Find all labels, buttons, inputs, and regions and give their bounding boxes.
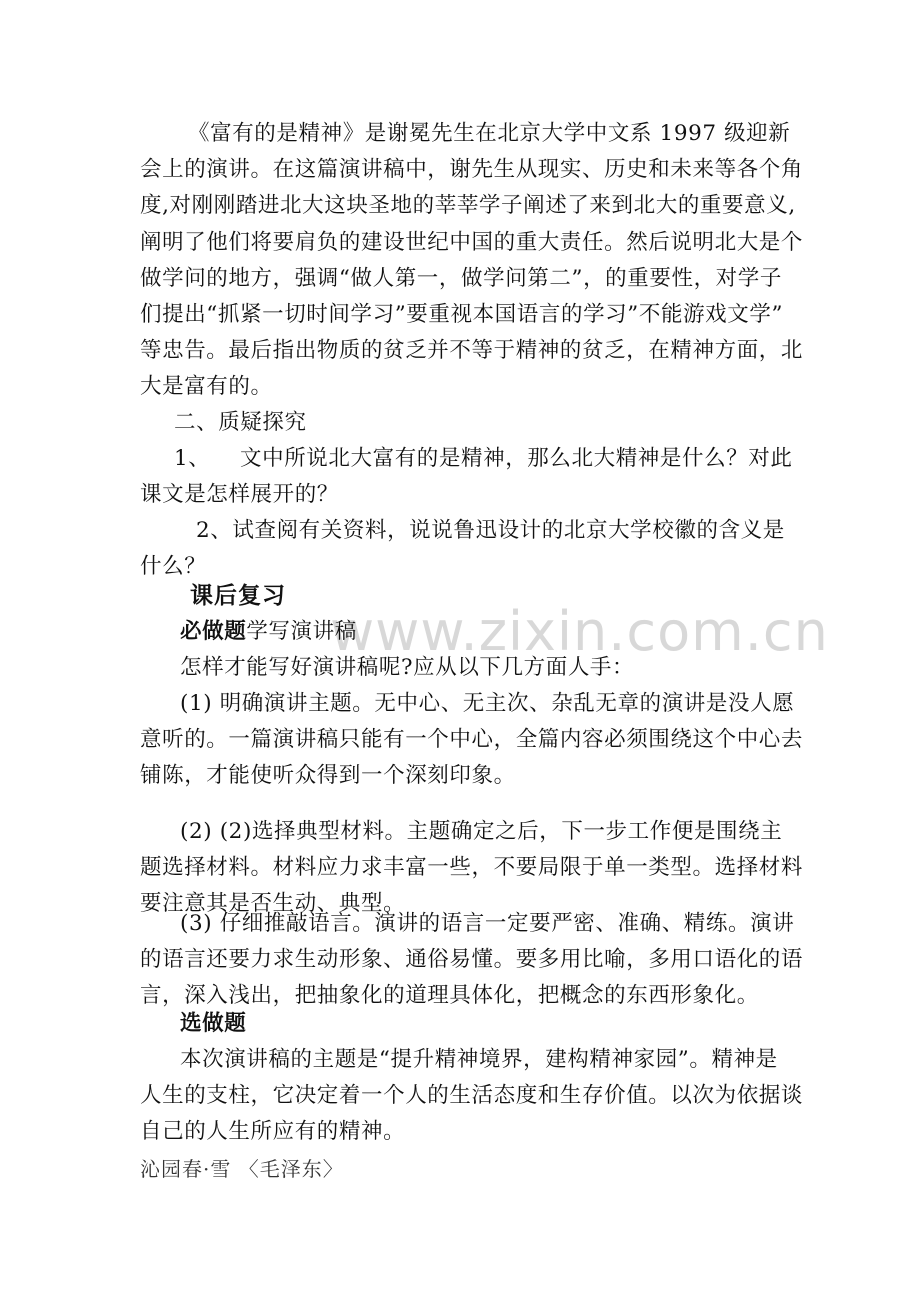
required-title: 学写演讲稿	[246, 619, 357, 644]
required-task-line	[180, 614, 830, 650]
intro-line: 大是富有的。	[140, 374, 273, 399]
item-2-line: 要注意其是否生动、典型。	[140, 891, 406, 916]
item-1-line: 铺陈，才能使听众得到一个深刻印象。	[140, 763, 516, 788]
question-1-line: 课文是怎样展开的？	[140, 482, 339, 507]
intro-line: 等忠告。最后指出物质的贫乏并不等于精神的贫乏，在精神方面，北	[140, 338, 804, 363]
item-1-line: 意听的。一篇演讲稿只能有一个中心，全篇内容必须围绕这个中心去	[140, 727, 804, 752]
footer-poem-title: 沁园春·雪 〈毛泽东〉	[140, 1157, 344, 1181]
optional-line: 本次演讲稿的主题是“提升精神境界，建构精神家园”。精神是	[180, 1047, 778, 1072]
optional-label: 选做题	[180, 1011, 247, 1036]
question-2-line: 什么？	[140, 554, 207, 579]
item-3-line: (3) 仔细推敲语言。演讲的语言一定要严密、准确、精练。演讲	[180, 911, 795, 936]
item-3-line: 的语言还要力求生动形象、通俗易懂。要多用比喻，多用口语化的语	[140, 947, 804, 972]
intro-line: 们提出“抓紧一切时间学习”要重视本国语言的学习”不能游戏文学”	[140, 302, 784, 327]
section-title-inquiry: 二、质疑探究	[174, 410, 307, 435]
watermark-text: www.zixin.com.cn	[330, 600, 829, 663]
optional-line: 自己的人生所应有的精神。	[140, 1119, 406, 1144]
intro-line: 做学问的地方，强调“做人第一，做学问第二”，的重要性，对学子	[140, 266, 782, 291]
intro-line: 阐明了他们将要肩负的建设世纪中国的重大责任。然后说明北大是个	[140, 230, 804, 255]
question-2-line: 2、试查阅有关资料，说说鲁迅设计的北京大学校徽的含义是	[196, 518, 785, 543]
item-2-line: 题选择材料。材料应力求丰富一些，不要局限于单一类型。选择材料	[140, 855, 804, 880]
item-2-line: (2) (2)选择典型材料。主题确定之后，下一步工作便是围绕主	[180, 819, 783, 844]
question-1-number: 1、	[174, 446, 211, 471]
optional-line: 人生的支柱，它决定着一个人的生活态度和生存价值。以次为依据谈	[140, 1083, 804, 1108]
intro-line: 会上的演讲。在这篇演讲稿中，谢先生从现实、历史和未来等各个角	[140, 157, 804, 182]
item-1-line: (1) 明确演讲主题。无中心、无主次、杂乱无章的演讲是没人愿	[180, 691, 795, 716]
item-3-line: 言，深入浅出，把抽象化的道理具体化，把概念的东西形象化。	[140, 983, 759, 1008]
review-question: 怎样才能写好演讲稿呢?应从以下几方面人手：	[180, 655, 635, 680]
section-heading-review: 课后复习	[190, 583, 286, 609]
intro-line: 度,对刚刚踏进北大这块圣地的莘莘学子阐述了来到北大的重要意义,	[140, 193, 796, 218]
required-label: 必做题	[180, 619, 247, 644]
intro-line: 《富有的是精神》是谢冕先生在北京大学中文系 1997 级迎新	[188, 121, 791, 146]
question-1-line: 文中所说北大富有的是精神，那么北大精神是什么？对此	[240, 446, 793, 471]
